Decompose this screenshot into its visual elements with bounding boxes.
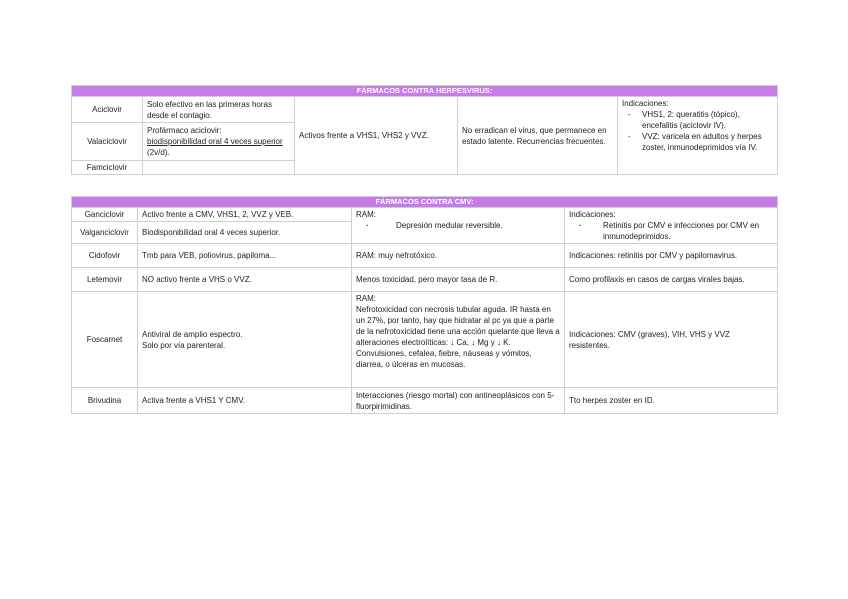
letemovir-ram: Menos toxicidad, pero mayor tasa de R. (352, 268, 565, 292)
ganciclovir-ram-item: · Depresión medular reversible. (356, 220, 560, 231)
drug-ganciclovir: Ganciclovir (72, 208, 138, 222)
drug-valaciclovir: Valaciclovir (72, 123, 143, 161)
famciclovir-desc (143, 161, 295, 175)
cmv-table-title: FÁRMACOS CONTRA CMV: (72, 197, 778, 208)
valaciclovir-desc-line1: Profármaco aciclovir: (147, 126, 222, 135)
letemovir-desc: NO activo frente a VHS o VVZ. (138, 268, 352, 292)
ganciclovir-ind-item: · Retinitis por CMV e infecciones por CMV en inmunodeprimidos. (569, 220, 773, 242)
foscarnet-desc-line2: Solo por vía parenteral. (142, 340, 226, 350)
drug-brivudina: Brivudina (72, 388, 138, 414)
foscarnet-ind: Indicaciones: CMV (graves), VIH, VHS y VVZ resistentes. (565, 292, 778, 388)
aciclovir-desc: Solo efectivo en las primeras horas desde el contagio. (143, 97, 295, 123)
cidofovir-ram: RAM: muy nefrotóxico. (352, 244, 565, 268)
herpes-notes: No erradican el virus, que permanece en estado latente. Recurrencias frecuentes. (458, 97, 618, 175)
brivudina-desc: Activa frente a VHS1 Y CMV. (138, 388, 352, 414)
drug-foscarnet: Foscarnet (72, 292, 138, 388)
foscarnet-ram-text2: Convulsiones, cefalea, fiebre, náuseas y vómitos, diarrea, o úlceras en mucosas. (356, 349, 532, 369)
foscarnet-desc-line1: Antiviral de amplio espectro. (142, 329, 243, 339)
drug-cidofovir: Cidofovir (72, 244, 138, 268)
herpes-table (71, 85, 778, 175)
valaciclovir-desc-underlined: biodisponibilidad oral 4 veces superior (147, 137, 283, 146)
ganciclovir-ind-title: Indicaciones: (569, 210, 616, 219)
valaciclovir-desc (143, 123, 295, 161)
foscarnet-ram (352, 292, 565, 388)
herpes-indication-item: - VHS1, 2: queratitis (tópico), encefalitis (aciclovir IV). (622, 109, 773, 131)
herpes-indication-item: - VVZ: varicela en adultos y herpes zoster, inmunodeprimidos vía IV. (622, 131, 773, 153)
herpes-table-title: FÁRMACOS CONTRA HERPESVIRUS: (72, 86, 778, 97)
drug-aciclovir: Aciclovir (72, 97, 143, 123)
brivudina-ind: Tto herpes zoster en ID. (565, 388, 778, 414)
cidofovir-ind: Indicaciones: retinitis por CMV y papilomavirus. (565, 244, 778, 268)
herpes-activity: Activos frente a VHS1, VHS2 y VVZ. (295, 97, 458, 175)
ganciclovir-desc: Activo frente a CMV, VHS1, 2, VVZ y VEB. (138, 208, 352, 222)
herpes-indications-title: Indicaciones: (622, 99, 669, 108)
ganciclovir-ram (352, 208, 565, 244)
ganciclovir-indications (565, 208, 778, 244)
foscarnet-ram-text: Nefrotoxicidad con necrosis tubular aguda. IR hasta en un 27%, por tanto, hay que hidratar al pc ya que a parte de la nefrotoxicidad tiene una acción quelante que lleva a alteraciones electrolíticas: ↓ Ca, ↓ Mg y ↓ K. (356, 305, 560, 347)
valaciclovir-desc-tail: (2v/d). (147, 148, 170, 157)
foscarnet-ram-title: RAM: (356, 294, 376, 303)
brivudina-ram: Interacciones (riesgo mortal) con antineoplásicos con 5-fluorpirimidinas. (352, 388, 565, 414)
herpes-indications (618, 97, 778, 175)
ganciclovir-ram-title: RAM: (356, 210, 376, 219)
letemovir-ind: Como profilaxis en casos de cargas virales bajas. (565, 268, 778, 292)
drug-valganciclovir: Valganciclovir (72, 222, 138, 244)
foscarnet-desc (138, 292, 352, 388)
drug-famciclovir: Famciclovir (72, 161, 143, 175)
valganciclovir-desc: Biodisponibilidad oral 4 veces superior. (138, 222, 352, 244)
cidofovir-desc: Tmb para VEB, poliovirus, papiloma... (138, 244, 352, 268)
drug-letemovir: Letemovir (72, 268, 138, 292)
cmv-table (71, 196, 778, 414)
